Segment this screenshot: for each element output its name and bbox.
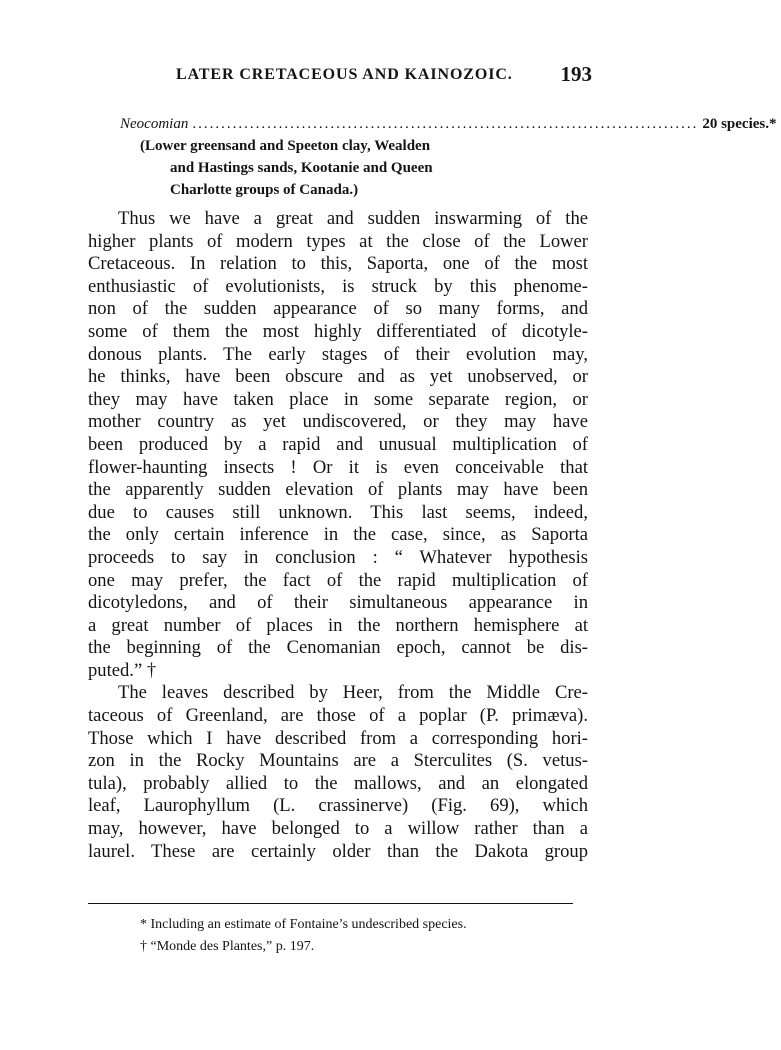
body-line: some of them the most highly differentiated of dicotyle-: [88, 320, 588, 342]
neocomian-row: [120, 113, 777, 135]
body-line: mother country as yet undiscovered, or they may have: [88, 411, 588, 433]
body-line: donous plants. The early stages of their evolution may,: [88, 343, 588, 365]
body-line: Cretaceous. In relation to this, Saporta, one of the most: [88, 253, 588, 275]
neocomian-count: 20 species.*: [702, 116, 777, 132]
body-line: higher plants of modern types at the close of the Lower: [88, 230, 588, 252]
body-line: they may have taken place in some separate region, or: [88, 388, 588, 410]
neocomian-note-line: and Hastings sands, Kootanie and Queen: [170, 160, 433, 176]
body-text: [88, 208, 588, 863]
footnote-rule: [88, 903, 573, 904]
body-line: a great number of places in the northern hemisphere at: [88, 614, 588, 636]
body-line: may, however, have belonged to a willow rather than a: [88, 818, 588, 840]
neocomian-note-line: (Lower greensand and Speeton clay, Wealden: [140, 138, 431, 154]
footnotes: [140, 914, 560, 958]
body-line: puted.” †: [88, 659, 157, 681]
body-line: leaf, Laurophyllum (L. crassinerve) (Fig. 69), which: [88, 795, 588, 817]
body-line: the beginning of the Cenomanian epoch, cannot be dis-: [88, 637, 588, 659]
body-line: proceeds to say in conclusion : “ Whatever hypothesis: [88, 546, 588, 568]
body-line: non of the sudden appearance of so many forms, and: [88, 298, 588, 320]
body-line: Those which I have described from a corresponding hori-: [88, 727, 588, 749]
footnote: † “Monde des Plantes,” p. 197.: [140, 939, 315, 954]
body-line: due to causes still unknown. This last seems, indeed,: [88, 501, 588, 523]
dot-leader: ........................................................................................: [192, 116, 699, 132]
body-line: the only certain inference in the case, since, as Saporta: [88, 524, 588, 546]
body-line: been produced by a rapid and unusual multiplication of: [88, 433, 588, 455]
body-line: the apparently sudden elevation of plants may have been: [88, 479, 588, 501]
body-line: tula), probably allied to the mallows, and an elongated: [88, 772, 588, 794]
neocomian-entry: [120, 113, 777, 201]
body-line: zon in the Rocky Mountains are a Sterculites (S. vetus-: [88, 750, 588, 772]
page-number: 193: [560, 62, 592, 86]
footnote: * Including an estimate of Fontaine’s undescribed species.: [140, 917, 467, 932]
running-head: [88, 62, 594, 90]
body-line: flower-haunting insects ! Or it is even conceivable that: [88, 456, 588, 478]
body-line: laurel. These are certainly older than the Dakota group: [88, 840, 588, 862]
body-line: he thinks, have been obscure and as yet unobserved, or: [88, 366, 588, 388]
running-title: LATER CRETACEOUS AND KAINOZOIC.: [176, 66, 513, 83]
body-line: taceous of Greenland, are those of a poplar (P. primæva).: [88, 705, 588, 727]
body-line: The leaves described by Heer, from the Middle Cre-: [118, 682, 588, 704]
body-line: Thus we have a great and sudden inswarming of the: [118, 208, 588, 229]
neocomian-note-line: Charlotte groups of Canada.): [170, 182, 359, 198]
neocomian-name: Neocomian: [120, 116, 189, 132]
body-line: enthusiastic of evolutionists, is struck by this phenome-: [88, 275, 588, 297]
body-line: dicotyledons, and of their simultaneous appearance in: [88, 592, 588, 614]
body-line: one may prefer, the fact of the rapid multiplication of: [88, 569, 588, 591]
